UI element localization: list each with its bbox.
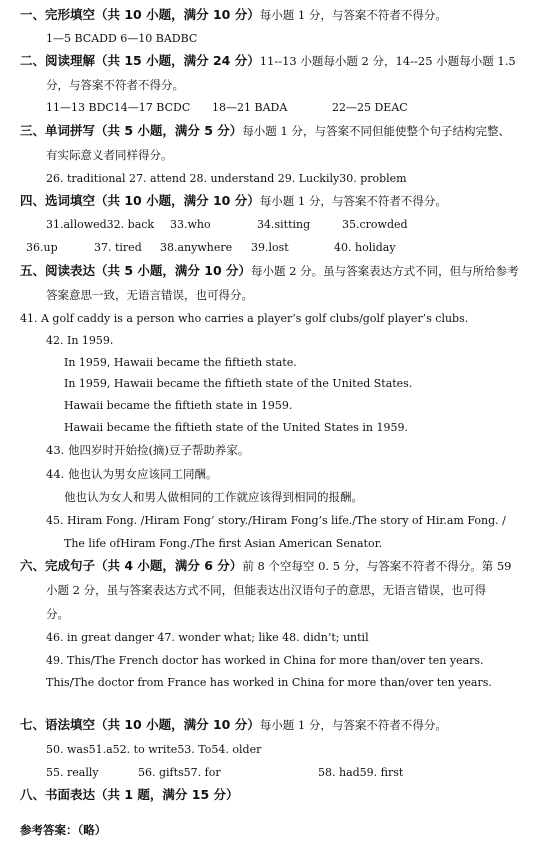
answer-43: 43. 他四岁时开始捡(摘)豆子帮助养家。	[46, 443, 250, 457]
answers-46-48: 46. in great danger 47. wonder what; like 48. didn’t; until	[46, 631, 369, 644]
answer-42-alt-1: In 1959, Hawaii became the fiftieth state.	[64, 356, 297, 369]
section-6-rule-cont: 小题 2 分，虽与答案表达方式不同，但能表达出汉语句子的意思，无语言错误，也可得	[46, 583, 487, 597]
section-5-rule-cont: 答案意思一致，无语言错误，也可得分。	[46, 288, 253, 302]
section-6-rule-cont-2: 分。	[46, 607, 69, 621]
section-2-answers-1: 11—13 BDC14—17 BCDC	[46, 101, 191, 114]
section-1-heading: 一、完形填空（共 10 小题，满分 10 分）	[20, 7, 260, 22]
section-2-rule: 11--13 小题每小题 2 分，14--25 小题每小题 1.5	[259, 54, 516, 68]
section-4-answer-33: 33.who	[170, 218, 211, 231]
answer-44: 44. 他也认为男女应该同工同酬。	[46, 467, 218, 481]
answer-42: 42. In 1959.	[46, 334, 114, 347]
section-4-answer-38: 38.anywhere	[160, 241, 233, 254]
section-4-answer-40: 40. holiday	[334, 241, 396, 254]
section-3-rule-cont: 有实际意义者同样得分。	[46, 148, 173, 162]
section-6-heading: 六、完成句子（共 4 小题，满分 6 分）	[20, 558, 243, 573]
section-2-rule-cont: 分，与答案不符者不得分。	[46, 78, 184, 92]
section-7-answer-56-57: 56. gifts57. for	[138, 766, 221, 779]
section-5-line	[20, 264, 519, 278]
answer-41: 41. A golf caddy is a person who carries a player’s golf clubs/golf player’s clubs.	[20, 312, 469, 325]
answer-44-alt: 他也认为女人和男人做相同的工作就应该得到相同的报酬。	[64, 490, 363, 504]
section-4-answer-31-32: 31.allowed32. back	[46, 218, 155, 231]
section-2-line	[20, 54, 516, 68]
answer-49-alt: This/The doctor from France has worked in China for more than/over ten years.	[46, 676, 492, 689]
section-4-answer-36: 36.up	[26, 241, 58, 254]
section-7-answers-1: 50. was51.a52. to write53. To54. older	[46, 743, 262, 756]
section-3-answers: 26. traditional 27. attend 28. understand 29. Luckily30. problem	[46, 172, 407, 185]
reference-answer: 参考答案：（略）	[20, 823, 107, 837]
section-2-answers-2: 18—21 BADA	[212, 101, 288, 114]
section-4-rule: 每小题 1 分，与答案不符者不得分。	[259, 194, 447, 208]
section-6-line	[20, 559, 511, 573]
answer-42-alt-4: Hawaii became the fiftieth state of the United States in 1959.	[64, 421, 409, 434]
section-8-heading: 八、书面表达（共 1 题，满分 15 分）	[20, 787, 239, 802]
section-7-line	[20, 718, 447, 732]
section-7-answer-58-59: 58. had59. first	[318, 766, 404, 779]
section-1-rule: 每小题 1 分，与答案不符者不得分。	[259, 8, 447, 22]
section-4-answer-35: 35.crowded	[342, 218, 408, 231]
section-4-line	[20, 194, 447, 208]
section-6-rule: 前 8 个空每空 0. 5 分，与答案不符者不得分。第 59	[242, 559, 512, 573]
answer-49: 49. This/The French doctor has worked in China for more than/over ten years.	[46, 654, 484, 667]
section-4-answer-34: 34.sitting	[257, 218, 311, 231]
section-2-heading: 二、阅读理解（共 15 小题，满分 24 分）	[20, 53, 260, 68]
section-7-answer-55: 55. really	[46, 766, 99, 779]
answer-45-cont: The life ofHiram Fong./The first Asian American Senator.	[64, 537, 383, 550]
section-4-answer-39: 39.lost	[251, 241, 289, 254]
section-5-rule: 每小题 2 分。虽与答案表达方式不同，但与所给参考	[251, 264, 519, 278]
section-3-line	[20, 124, 510, 138]
section-3-heading: 三、单词拼写（共 5 小题，满分 5 分）	[20, 123, 243, 138]
answer-42-alt-3: Hawaii became the fiftieth state in 1959.	[64, 399, 293, 412]
section-5-heading: 五、阅读表达（共 5 小题，满分 10 分）	[20, 263, 252, 278]
section-1-answers: 1—5 BCADD 6—10 BADBC	[46, 32, 198, 45]
section-4-answer-37: 37. tired	[94, 241, 142, 254]
section-7-rule: 每小题 1 分，与答案不符者不得分。	[259, 718, 447, 732]
section-2-answers-3: 22—25 DEAC	[332, 101, 408, 114]
answer-45: 45. Hiram Fong. /Hiram Fong’ story./Hiram Fong’s life./The story of Hir.am Fong. /	[46, 514, 506, 527]
answer-42-alt-2: In 1959, Hawaii became the fiftieth state of the United States.	[64, 377, 413, 390]
section-3-rule: 每小题 1 分，与答案不同但能使整个句子结构完整、	[242, 124, 510, 138]
section-4-heading: 四、选词填空（共 10 小题，满分 10 分）	[20, 193, 260, 208]
section-1-line	[20, 8, 447, 22]
section-7-heading: 七、语法填空（共 10 小题，满分 10 分）	[20, 717, 260, 732]
